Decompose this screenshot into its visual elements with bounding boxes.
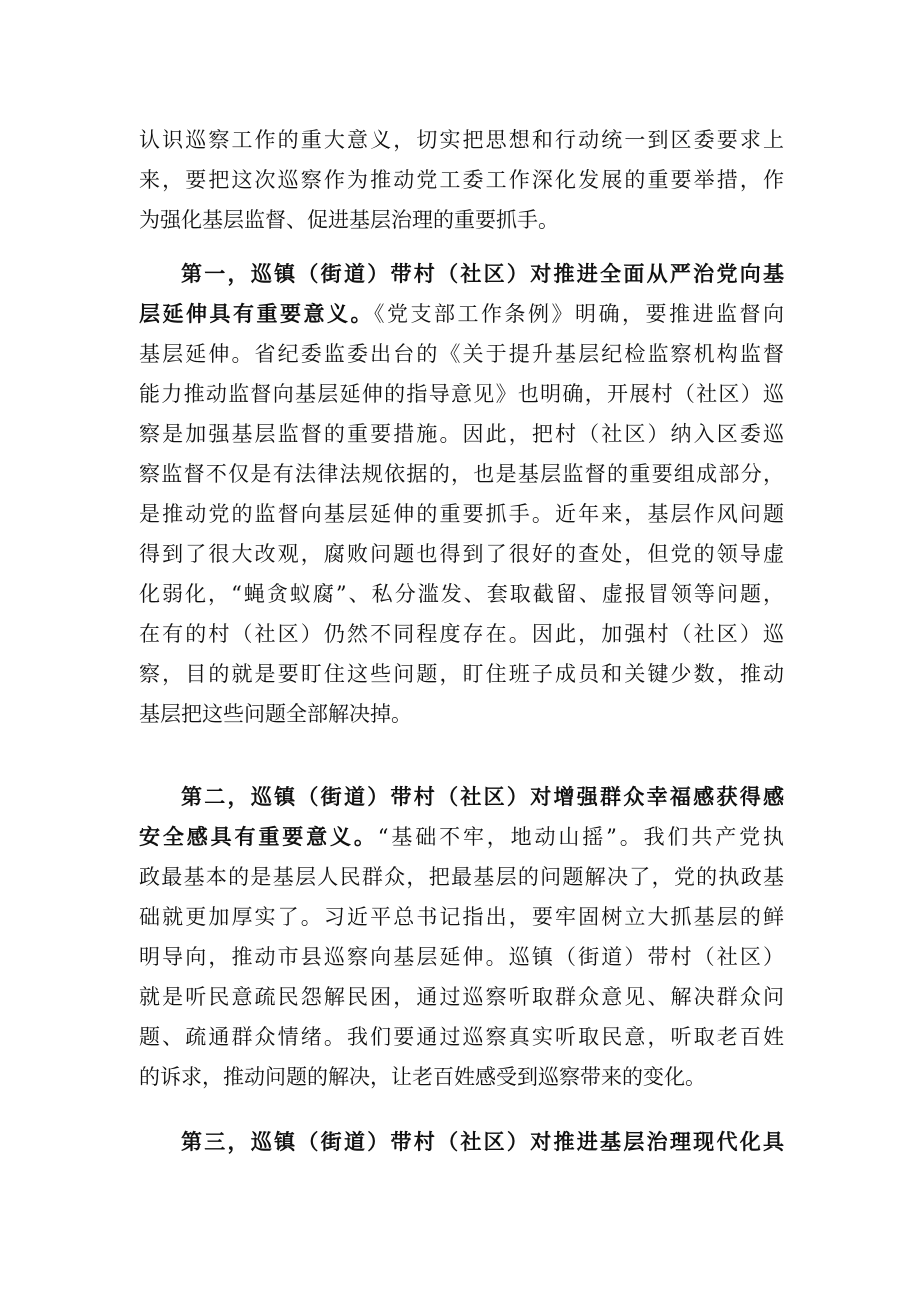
- text-line: 来，要把这次巡察作为推动党工委工作深化发展的重要举措，作: [139, 168, 784, 192]
- text-line: 基层把这些问题全部解决掉。: [139, 702, 412, 726]
- text-line: 察监督不仅是有法律法规依据的，也是基层监督的重要组成部分，: [139, 462, 784, 486]
- text-line: 的诉求，推动问题的解决，让老百姓感受到巡察带来的变化。: [139, 1065, 706, 1089]
- text-line: [139, 294, 784, 334]
- text-line: 明导向，推动市县巡察向基层延伸。巡镇（街道）带村（社区）: [139, 945, 784, 969]
- text-line: [139, 817, 784, 857]
- text-segment: 《党支部工作条例》明确，要推进监督向: [374, 302, 784, 326]
- text-line: 得到了很大改观，腐败问题也得到了很好的查处，但党的领导虚: [139, 542, 784, 566]
- paragraph-second: [139, 777, 784, 1097]
- paragraph-third: [139, 1122, 784, 1162]
- paragraph-first: [139, 254, 784, 734]
- text-segment: “基础不牢，地动山摇”。我们共产党执: [377, 825, 784, 849]
- text-line: 察是加强基层监督的重要措施。因此，把村（社区）纳入区委巡: [139, 422, 784, 446]
- text-line: 认识巡察工作的重大意义，切实把思想和行动统一到区委要求上: [139, 128, 784, 152]
- text-line: 化弱化，“蝇贪蚁腐”、私分滥发、套取截留、虚报冒领等问题，: [139, 582, 784, 606]
- paragraph-heading-end: 安全感具有重要意义。: [139, 825, 378, 849]
- text-line: 题、疏通群众情绪。我们要通过巡察真实听取民意，听取老百姓: [139, 1025, 784, 1049]
- text-line: 察，目的就是要盯住这些问题，盯住班子成员和关键少数，推动: [139, 662, 784, 686]
- text-line: 能力推动监督向基层延伸的指导意见》也明确，开展村（社区）巡: [139, 382, 784, 406]
- paragraph-heading-end: 层延伸具有重要意义。: [139, 302, 374, 326]
- text-line: 础就更加厚实了。习近平总书记指出，要牢固树立大抓基层的鲜: [139, 905, 784, 929]
- paragraph-heading: 第二，巡镇（街道）带村（社区）对增强群众幸福感获得感: [181, 785, 784, 809]
- text-line: 为强化基层监督、促进基层治理的重要抓手。: [139, 208, 559, 232]
- text-line: 基层延伸。省纪委监委出台的《关于提升基层纪检监察机构监督: [139, 342, 784, 366]
- text-line: 就是听民意疏民怨解民困，通过巡察听取群众意见、解决群众问: [139, 985, 784, 1009]
- continuation-paragraph: [139, 120, 784, 240]
- text-line: 是推动党的监督向基层延伸的重要抓手。近年来，基层作风问题: [139, 502, 784, 526]
- text-line: 政最基本的是基层人民群众，把最基层的问题解决了，党的执政基: [139, 865, 784, 889]
- paragraph-heading: 第三，巡镇（街道）带村（社区）对推进基层治理现代化具: [181, 1130, 784, 1154]
- text-line: 在有的村（社区）仍然不同程度存在。因此，加强村（社区）巡: [139, 622, 784, 646]
- paragraph-heading: 第一，巡镇（街道）带村（社区）对推进全面从严治党向基: [181, 262, 784, 286]
